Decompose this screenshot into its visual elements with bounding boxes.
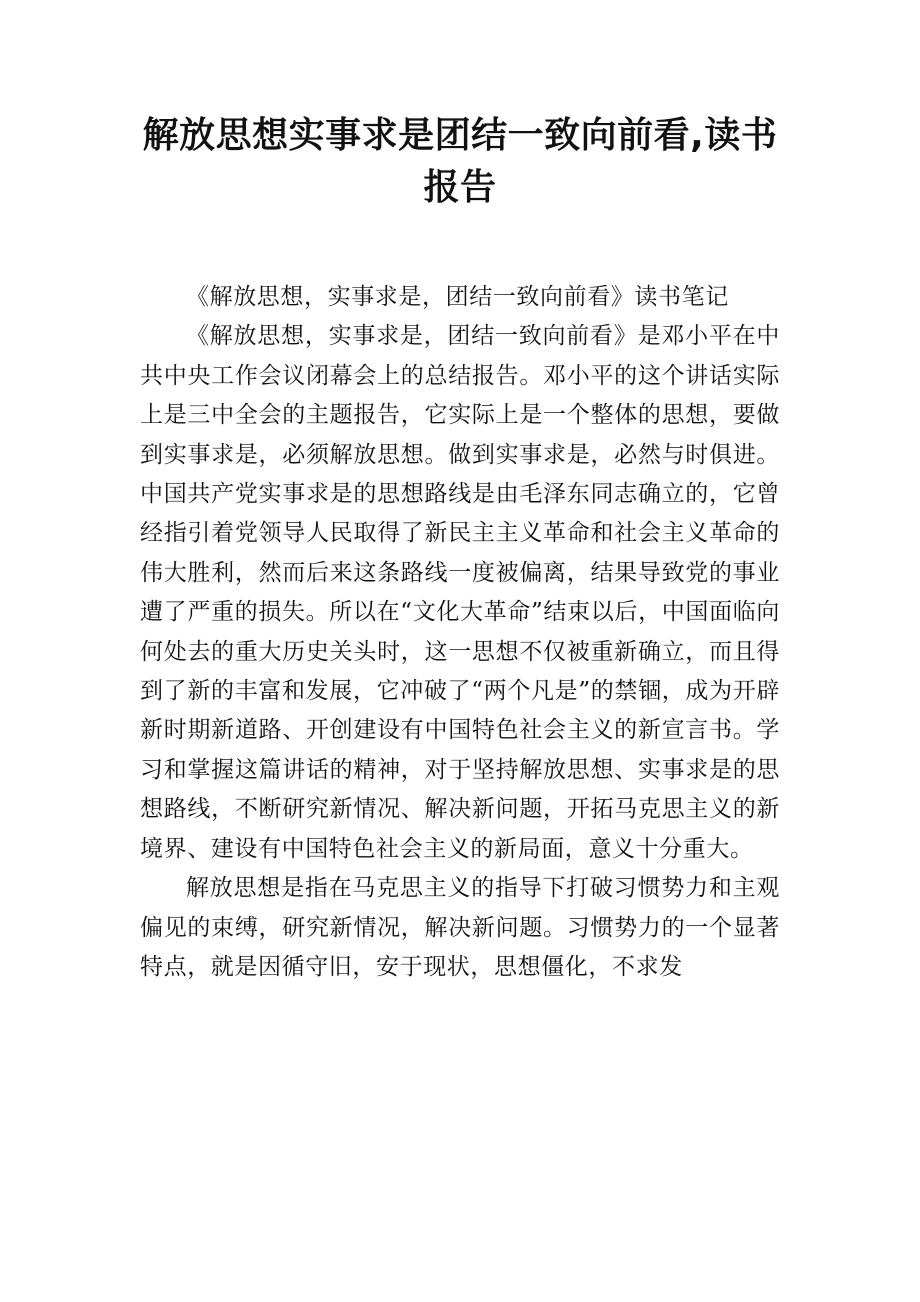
paragraph-1: 《解放思想，实事求是，团结一致向前看》是邓小平在中共中央工作会议闭幕会上的总结报告。邓小平的这个讲话实际上是三中全会的主题报告，它实际上是一个整体的思想，要做到实事求是，必须解放思想。做到实事求是，必然与时俱进。中国共产党实事求是的思想路线是由毛泽东同志确立的，它曾经指引着党领导人民取得了新民主主义革命和社会主义革命的伟大胜利，然而后来这条路线一度被偏离，结果导致党的事业遭了严重的损失。所以在“文化大革命”结束以后，中国面临向何处去的重大历史关头时，这一思想不仅被重新确立，而且得到了新的丰富和发展，它冲破了“两个凡是”的禁锢，成为开辟新时期新道路、开创建设有中国特色社会主义的新宣言书。学习和掌握这篇讲话的精神，对于坚持解放思想、实事求是的思想路线，不断研究新情况、解决新问题，开拓马克思主义的新境界、建设有中国特色社会主义的新局面，意义十分重大。: [140, 323, 780, 862]
document-title: 解放思想实事求是团结一致向前看,读书报告: [142, 115, 778, 208]
paragraph-2: 解放思想是指在马克思主义的指导下打破习惯势力和主观偏见的束缚，研究新情况，解决新问题。习惯势力的一个显著特点，就是因循守旧，安于现状，思想僵化，不求发: [140, 875, 780, 980]
document-body: [140, 278, 780, 987]
paragraph-subtitle: 《解放思想，实事求是，团结一致向前看》读书笔记: [186, 284, 729, 310]
